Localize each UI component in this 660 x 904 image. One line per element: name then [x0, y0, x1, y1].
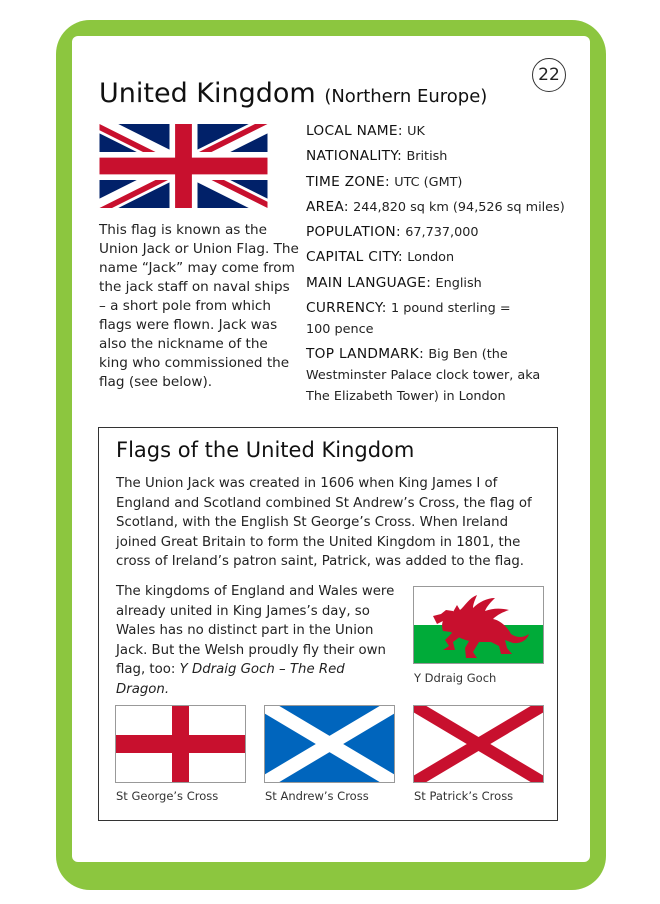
fact-value: London — [407, 250, 455, 266]
wales-text-plain: The kingdoms of England and Wales were already united in King James’s day, so Wales has no distinct part in the Union Jack. But the Welsh proudly fly their own flag, too: — [116, 584, 395, 678]
st-georges-cross-flag — [115, 705, 246, 783]
scotland-flag-caption: St Andrew’s Cross — [265, 789, 369, 803]
st-patricks-cross-flag — [413, 705, 544, 783]
fact-area — [306, 197, 566, 218]
union-jack-history-text: The Union Jack was created in 1606 when King James I of England and Scotland combined St Andrew’s Cross, the flag of Scotland, with the English St George’s Cross. When Ireland joined Great Britain to form the United Kingdom in 1801, the cross of Ireland’s patron saint, Patrick, was added to the flag. — [116, 476, 532, 570]
fact-currency — [306, 298, 516, 340]
fact-label: MAIN LANGUAGE: — [306, 274, 432, 291]
fact-main-language — [306, 273, 566, 294]
fact-value: 67,737,000 — [405, 225, 479, 241]
fact-label: NATIONALITY: — [306, 148, 403, 165]
fact-capital-city — [306, 247, 566, 268]
fact-value: English — [435, 275, 482, 291]
st-andrews-cross-flag — [264, 705, 395, 783]
wales-flag-caption: Y Ddraig Goch — [414, 671, 497, 685]
page-title — [99, 78, 487, 109]
fact-label: CURRENCY: — [306, 300, 387, 317]
ireland-flag-caption: St Patrick’s Cross — [414, 789, 514, 803]
country-name: United Kingdom — [99, 78, 316, 109]
flag-intro-text: This flag is known as the Union Jack or Union Flag. The name “Jack” may come from the jack staff on naval ships – a short pole from which flags were flown. Jack was also the nickname of the king who commissioned the flag (see below). — [99, 222, 299, 390]
welsh-dragon-flag — [413, 586, 544, 664]
union-jack-flag — [99, 124, 268, 208]
fact-local-name — [306, 121, 566, 142]
page-number: 22 — [532, 58, 566, 92]
fact-nationality — [306, 146, 566, 167]
wales-text-italic: Y Ddraig Goch – The Red Dragon. — [116, 662, 345, 697]
fact-top-landmark — [306, 344, 551, 407]
fact-label: LOCAL NAME: — [306, 123, 403, 139]
england-flag-caption: St George’s Cross — [116, 789, 219, 803]
fact-time-zone — [306, 172, 566, 193]
fact-population — [306, 222, 566, 243]
fact-label: TOP LANDMARK: — [306, 346, 424, 363]
country-facts — [306, 121, 566, 412]
fact-label: AREA: — [306, 198, 349, 215]
fact-value: 1 pound sterling = 100 pence — [306, 301, 511, 338]
wales-flag-text — [116, 582, 401, 700]
fact-value: British — [406, 149, 448, 165]
fact-value: UK — [407, 124, 425, 139]
box-title: Flags of the United Kingdom — [116, 438, 415, 462]
fact-value: UTC (GMT) — [394, 174, 463, 190]
fact-label: POPULATION: — [306, 224, 401, 241]
fact-label: TIME ZONE: — [306, 173, 390, 190]
fact-value: Big Ben (the Westminster Palace clock tower, aka The Elizabeth Tower) in London — [306, 347, 541, 405]
region-label: (Northern Europe) — [324, 86, 488, 107]
fact-value: 244,820 sq km (94,526 sq miles) — [353, 199, 565, 215]
fact-label: CAPITAL CITY: — [306, 249, 403, 266]
